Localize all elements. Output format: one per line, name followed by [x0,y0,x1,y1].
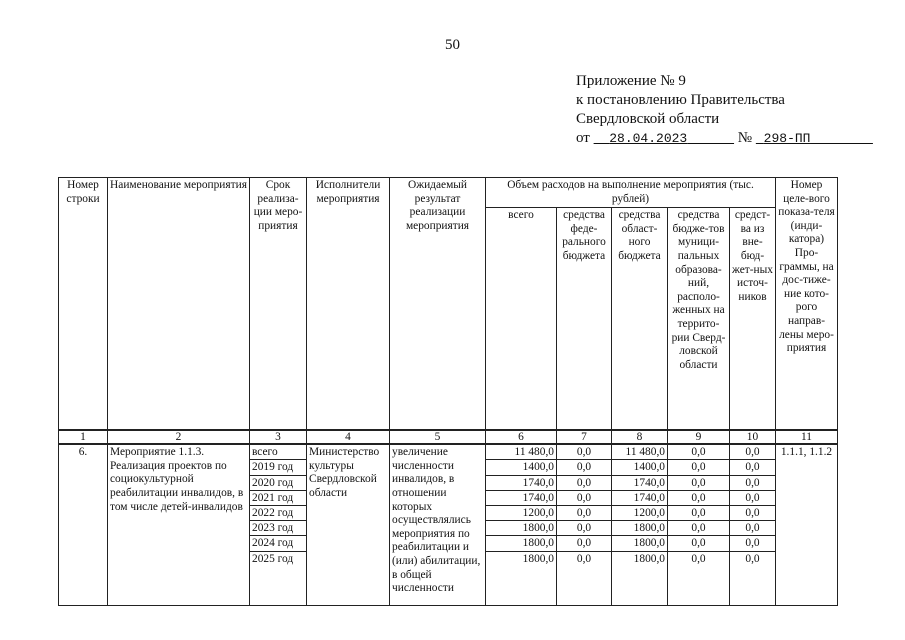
extra-value: 0,0 [730,506,775,521]
col-num: 1 [59,430,108,444]
extra-value: 0,0 [730,536,775,551]
periods-value: 2023 год [250,521,306,536]
decree-date: 28.04.2023 [609,131,688,146]
extra-value: 0,0 [730,491,775,506]
header-period: Срок реализа-ции меро-приятия [250,178,307,431]
row-indicators: 1.1.1, 1.1.2 [776,444,838,606]
header-executors: Исполнители мероприятия [307,178,390,431]
periods-value: всего [250,445,306,460]
col-num: 5 [390,430,486,444]
municipal-value: 0,0 [668,506,729,521]
header-row-number: Номер строки [59,178,108,431]
row-periods [250,444,307,606]
extra-value: 0,0 [730,521,775,536]
row-municipal [668,444,730,606]
appendix-title: Приложение № 9 [576,73,686,89]
federal-value: 0,0 [557,536,611,551]
total-value: 1740,0 [486,491,556,506]
header-municipal: средства бюдже-тов муници-пальных образова-ний, располо-женных на террито-рии Сверд-ловской области [668,208,730,431]
from-label: от [576,130,590,146]
col-num: 11 [776,430,838,444]
header-expenses-group: Объем расходов на выполнение мероприятия (тыс. рублей) [486,178,776,208]
row-result: увеличение численности инвалидов, в отношении которых осуществлялись мероприятия по реабилитации и (или) абилитации, в общей численности [390,444,486,606]
federal-value: 0,0 [557,506,611,521]
regional-value: 1800,0 [612,521,667,536]
header-indicator: Номер целе-вого показа-теля (инди-катора) Про-граммы, на дос-тиже-ние кото-рого направ-лены меро-приятия [776,178,838,431]
row-name: Мероприятие 1.1.3. Реализация проектов по социокультурной реабилитации инвалидов, в том числе детей-инвалидов [108,444,250,606]
row-total [486,444,557,606]
col-num: 2 [108,430,250,444]
row-number: 6. [59,444,108,606]
municipal-value: 0,0 [691,552,706,565]
federal-value: 0,0 [576,552,592,565]
row-extra-budget [730,444,776,606]
regional-value: 1400,0 [612,460,667,475]
table-row [59,444,838,606]
col-num: 3 [250,430,307,444]
total-value: 1740,0 [486,476,556,491]
appendix-date-line [576,129,873,148]
federal-value: 0,0 [557,491,611,506]
col-num: 9 [668,430,730,444]
municipal-value: 0,0 [668,521,729,536]
header-result: Ожидаемый результат реализации мероприятия [390,178,486,431]
number-label: № [737,130,753,146]
extra-budget-values [730,445,775,566]
extra-value: 0,0 [730,445,775,460]
total-value: 1800,0 [522,552,554,565]
total-value: 1400,0 [486,460,556,475]
header-name: Наименование мероприятия [108,178,250,431]
row-federal [557,444,612,606]
regional-value: 1800,0 [633,552,665,565]
total-values [486,445,556,566]
total-value: 1800,0 [486,521,556,536]
federal-value: 0,0 [557,460,611,475]
federal-value: 0,0 [557,445,611,460]
regional-value: 11 480,0 [612,445,667,460]
extra-value: 0,0 [730,460,775,475]
federal-values [557,445,611,566]
appendix-decree: к постановлению Правительства [576,92,785,108]
col-num: 6 [486,430,557,444]
municipal-value: 0,0 [668,491,729,506]
page-number: 50 [445,37,460,53]
total-value: 1200,0 [486,506,556,521]
row-executor: Министерство культуры Свердловской области [307,444,390,606]
regional-value: 1740,0 [612,476,667,491]
regional-value: 1740,0 [612,491,667,506]
col-num: 10 [730,430,776,444]
column-numbers-row [59,430,838,444]
periods-value: 2020 год [250,476,306,491]
municipal-value: 0,0 [668,476,729,491]
periods-value: 2021 год [250,491,306,506]
header-row-top [59,178,838,208]
periods-value: 2024 год [250,536,306,551]
municipal-values [668,445,729,566]
col-num: 8 [612,430,668,444]
decree-number: 298-ПП [763,131,811,146]
regional-value: 1200,0 [612,506,667,521]
total-value: 11 480,0 [486,445,556,460]
periods-value: 2025 год [252,552,294,565]
row-regional [612,444,668,606]
header-extra-budget: средст-ва из вне-бюд-жет-ных источ-ников [730,208,776,431]
extra-value: 0,0 [745,552,760,565]
municipal-value: 0,0 [668,460,729,475]
col-num: 4 [307,430,390,444]
municipal-value: 0,0 [668,445,729,460]
total-value: 1800,0 [486,536,556,551]
federal-value: 0,0 [557,476,611,491]
appendix-header [576,72,873,148]
regional-value: 1800,0 [612,536,667,551]
expenses-table [58,177,838,606]
header-total: всего [486,208,557,431]
appendix-region: Свердловской области [576,111,720,127]
col-num: 7 [557,430,612,444]
regional-values [612,445,667,566]
header-federal: средства феде-рального бюджета [557,208,612,431]
federal-value: 0,0 [557,521,611,536]
header-regional: средства област-ного бюджета [612,208,668,431]
municipal-value: 0,0 [668,536,729,551]
periods-value: 2019 год [250,460,306,475]
extra-value: 0,0 [730,476,775,491]
periods-value: 2022 год [250,506,306,521]
period-list [250,445,306,566]
